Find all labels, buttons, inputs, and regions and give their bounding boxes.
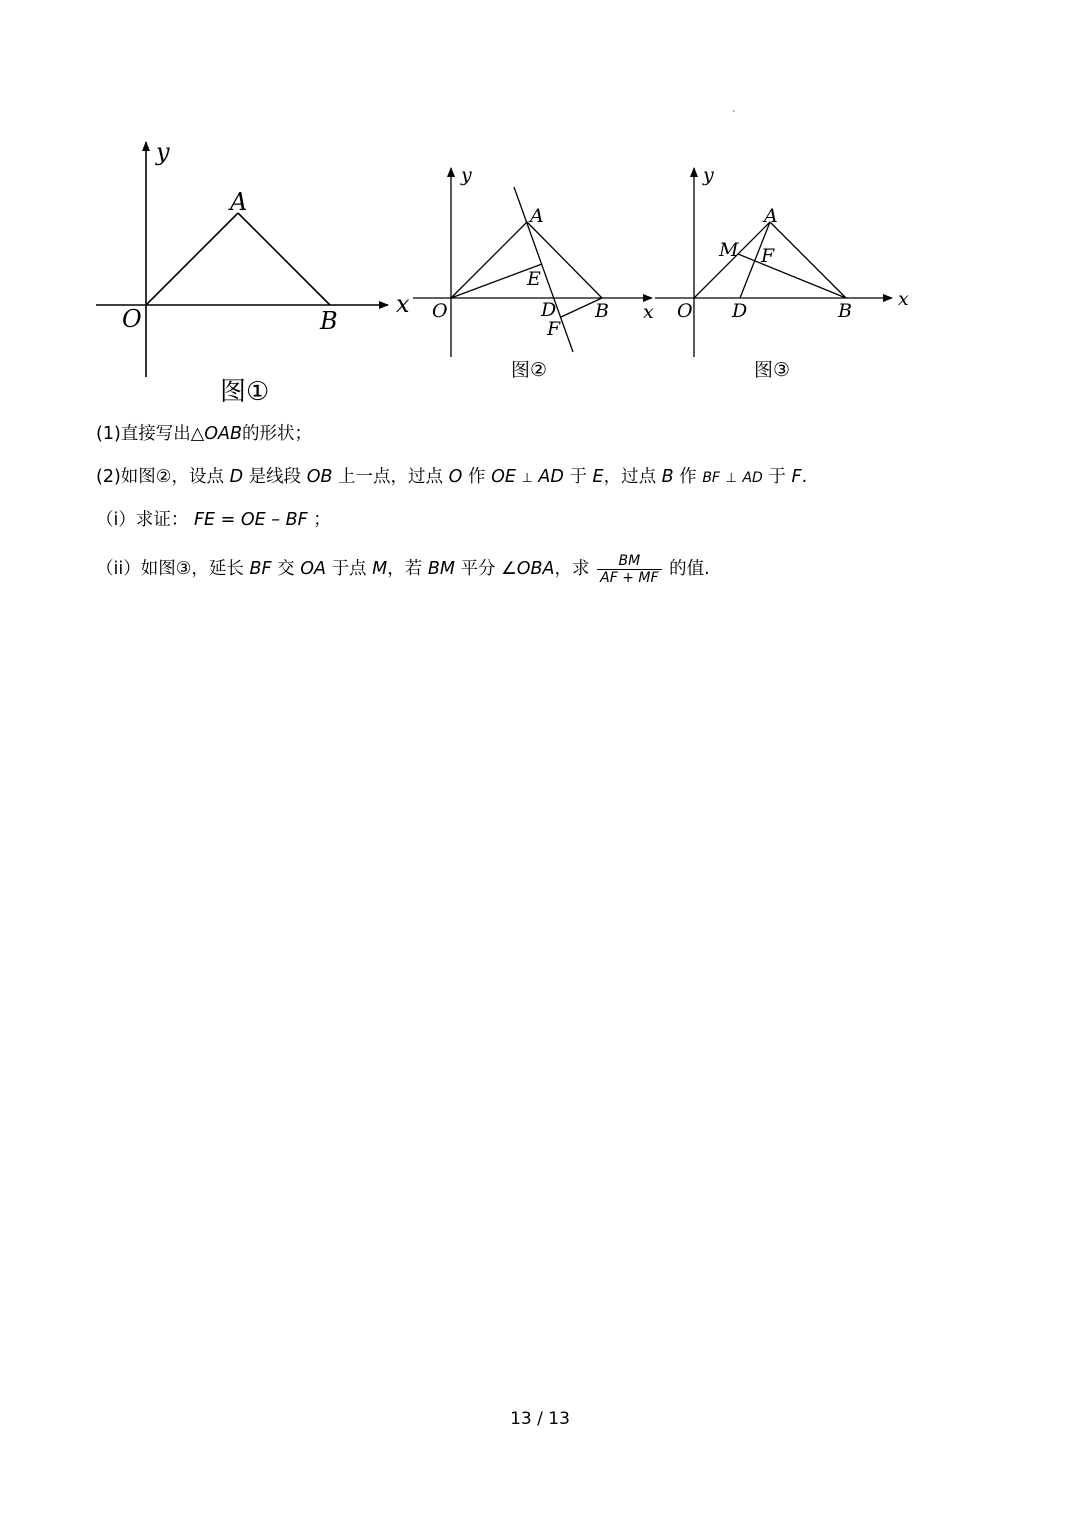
fig2-label-e: E xyxy=(527,268,541,290)
fig2-label-o: O xyxy=(432,300,448,322)
q2-var-ad-1: AD xyxy=(538,467,564,487)
q2-var-bf: BF xyxy=(702,470,720,486)
q1-suffix: 的形状； xyxy=(242,424,313,444)
fig1-label-y: y xyxy=(156,138,170,166)
q2-perp-1: ⊥ xyxy=(521,471,533,486)
q2-var-d: D xyxy=(229,467,244,487)
question-2-ii xyxy=(96,552,710,586)
fig1-label-a: A xyxy=(230,188,248,216)
q2ii-fraction-denominator: AF + MF xyxy=(600,569,659,586)
q1-var: OAB xyxy=(204,424,243,444)
fig3-label-x: x xyxy=(898,288,909,310)
fig3-segment-bm xyxy=(738,254,846,298)
fig3-label-m: M xyxy=(719,239,739,261)
q2-perp-2: ⊥ xyxy=(725,471,737,486)
figures-area xyxy=(0,0,1080,420)
q2i-expression: FE = OE – BF xyxy=(193,510,308,530)
q2-text-1: 是线段 xyxy=(248,467,302,487)
q2ii-end: 的值. xyxy=(669,559,710,579)
fig3-label-o: O xyxy=(677,300,693,322)
fig3-segment-ab xyxy=(770,222,846,298)
fig3-label-y: y xyxy=(703,164,714,186)
fig2-label-y: y xyxy=(461,164,472,186)
fig2-label-d: D xyxy=(541,299,557,321)
figure-2-labels xyxy=(432,164,654,381)
fig1-label-b: B xyxy=(320,307,338,335)
q2-text-5: ，过点 xyxy=(603,467,657,487)
fig1-caption: 图① xyxy=(220,377,270,407)
q2-end: . xyxy=(801,467,808,487)
q2ii-var-m: M xyxy=(372,559,388,579)
q2ii-text-3: ，若 xyxy=(387,559,423,579)
fig2-label-f: F xyxy=(547,318,561,340)
q2-text-6: 作 xyxy=(679,467,697,487)
fig3-label-a: A xyxy=(764,205,778,227)
q2-var-ad-2: AD xyxy=(742,470,763,486)
q2ii-var-bf: BF xyxy=(249,559,272,579)
q2ii-prefix: （ii）如图③，延长 xyxy=(96,559,244,579)
q2ii-var-bm: BM xyxy=(427,559,455,579)
fig2-caption: 图② xyxy=(511,359,548,381)
fig3-label-f: F xyxy=(761,245,775,267)
q2i-end: ； xyxy=(313,510,331,530)
q2-text-4: 于 xyxy=(569,467,587,487)
q2ii-text-1: 交 xyxy=(277,559,295,579)
fig1-label-o: O xyxy=(122,305,142,333)
q2-text-3: 作 xyxy=(468,467,486,487)
fig1-label-x: x xyxy=(396,290,410,318)
fig2-label-a: A xyxy=(530,205,544,227)
figure-1 xyxy=(96,142,388,377)
q1-prefix: (1)直接写出 xyxy=(96,424,191,444)
fig3-caption: 图③ xyxy=(754,359,791,381)
q2-var-oe: OE xyxy=(491,467,516,487)
q2-prefix: (2)如图②，设点 xyxy=(96,467,224,487)
fig2-label-x: x xyxy=(643,301,654,323)
figure-1-labels xyxy=(122,138,410,407)
q2-var-b: B xyxy=(661,467,674,487)
q2ii-angle: ∠OBA xyxy=(501,559,555,579)
q2ii-fraction xyxy=(597,553,661,586)
fig1-segment-oa xyxy=(146,213,238,305)
question-2-i xyxy=(96,508,331,532)
question-1 xyxy=(96,422,312,446)
q2i-prefix: （i）求证： xyxy=(96,510,189,530)
fig3-label-d: D xyxy=(732,300,748,322)
q2-text-2: 上一点，过点 xyxy=(338,467,444,487)
figure-3-labels xyxy=(677,164,909,381)
fig2-label-b: B xyxy=(595,300,609,322)
fig3-label-b: B xyxy=(838,300,852,322)
fig2-segment-oa xyxy=(451,222,527,298)
figure-2 xyxy=(413,168,652,357)
page-number: 13 / 13 xyxy=(510,1409,570,1429)
q2ii-fraction-numerator: BM xyxy=(597,553,661,570)
q2-var-e: E xyxy=(592,467,604,487)
fig1-segment-ab xyxy=(238,213,330,305)
q2ii-var-oa: OA xyxy=(300,559,326,579)
q1-triangle: △ xyxy=(190,424,205,444)
q2-var-ob: OB xyxy=(306,467,333,487)
q2ii-text-4: 平分 xyxy=(460,559,496,579)
q2ii-text-2: 于点 xyxy=(331,559,367,579)
q2-var-f: F xyxy=(791,467,802,487)
q2-text-7: 于 xyxy=(768,467,786,487)
q2-var-o: O xyxy=(448,467,463,487)
q2ii-text-5: ，求 xyxy=(554,559,590,579)
question-2 xyxy=(96,465,807,491)
